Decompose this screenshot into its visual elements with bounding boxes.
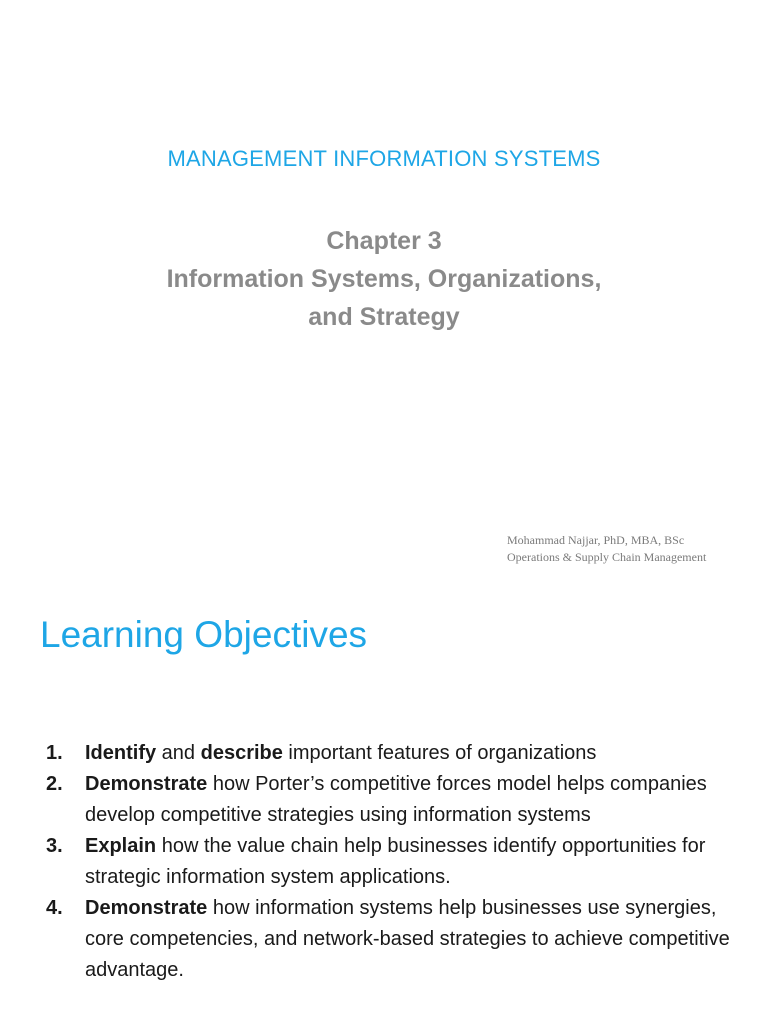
objective-text bbox=[85, 893, 746, 986]
learning-objectives-slide bbox=[0, 590, 768, 1024]
objective-description: how information systems help businesses use synergies, core competencies, and network-based strategies to achieve competitive advantage. bbox=[85, 897, 730, 981]
objectives-list bbox=[46, 738, 746, 986]
objective-number: 2. bbox=[46, 773, 63, 795]
objective-verb: Explain bbox=[85, 835, 157, 857]
objective-text bbox=[85, 769, 746, 831]
objective-item bbox=[46, 893, 746, 986]
author-department: Operations & Supply Chain Management bbox=[507, 550, 707, 564]
author-name: Mohammad Najjar, PhD, MBA, BSc bbox=[507, 533, 685, 547]
chapter-heading bbox=[0, 222, 768, 336]
chapter-title-line-1: Information Systems, Organizations, bbox=[166, 265, 602, 293]
objective-verb: Demonstrate bbox=[85, 897, 208, 919]
objective-item bbox=[46, 831, 746, 893]
learning-objectives-heading: Learning Objectives bbox=[40, 614, 368, 655]
objective-number: 1. bbox=[46, 742, 63, 764]
objective-verb: Demonstrate bbox=[85, 773, 208, 795]
course-title: MANAGEMENT INFORMATION SYSTEMS bbox=[167, 146, 601, 171]
objective-connector: and bbox=[156, 742, 201, 764]
chapter-label: Chapter 3 bbox=[326, 227, 442, 255]
objective-number: 3. bbox=[46, 835, 63, 857]
objective-description: how Porter’s competitive forces model helps companies develop competitive strategies using information systems bbox=[85, 773, 707, 826]
objective-text bbox=[85, 738, 746, 769]
objective-description: important features of organizations bbox=[282, 742, 597, 764]
objective-description: how the value chain help businesses identify opportunities for strategic information system applications. bbox=[85, 835, 706, 888]
objective-verb: Identify bbox=[85, 742, 157, 764]
objective-item bbox=[46, 738, 746, 769]
objective-verb: describe bbox=[200, 742, 283, 764]
objective-item bbox=[46, 769, 746, 831]
objective-number: 4. bbox=[46, 897, 63, 919]
chapter-title-line-2: and Strategy bbox=[308, 303, 460, 331]
objective-text bbox=[85, 831, 746, 893]
author-info bbox=[507, 532, 706, 566]
